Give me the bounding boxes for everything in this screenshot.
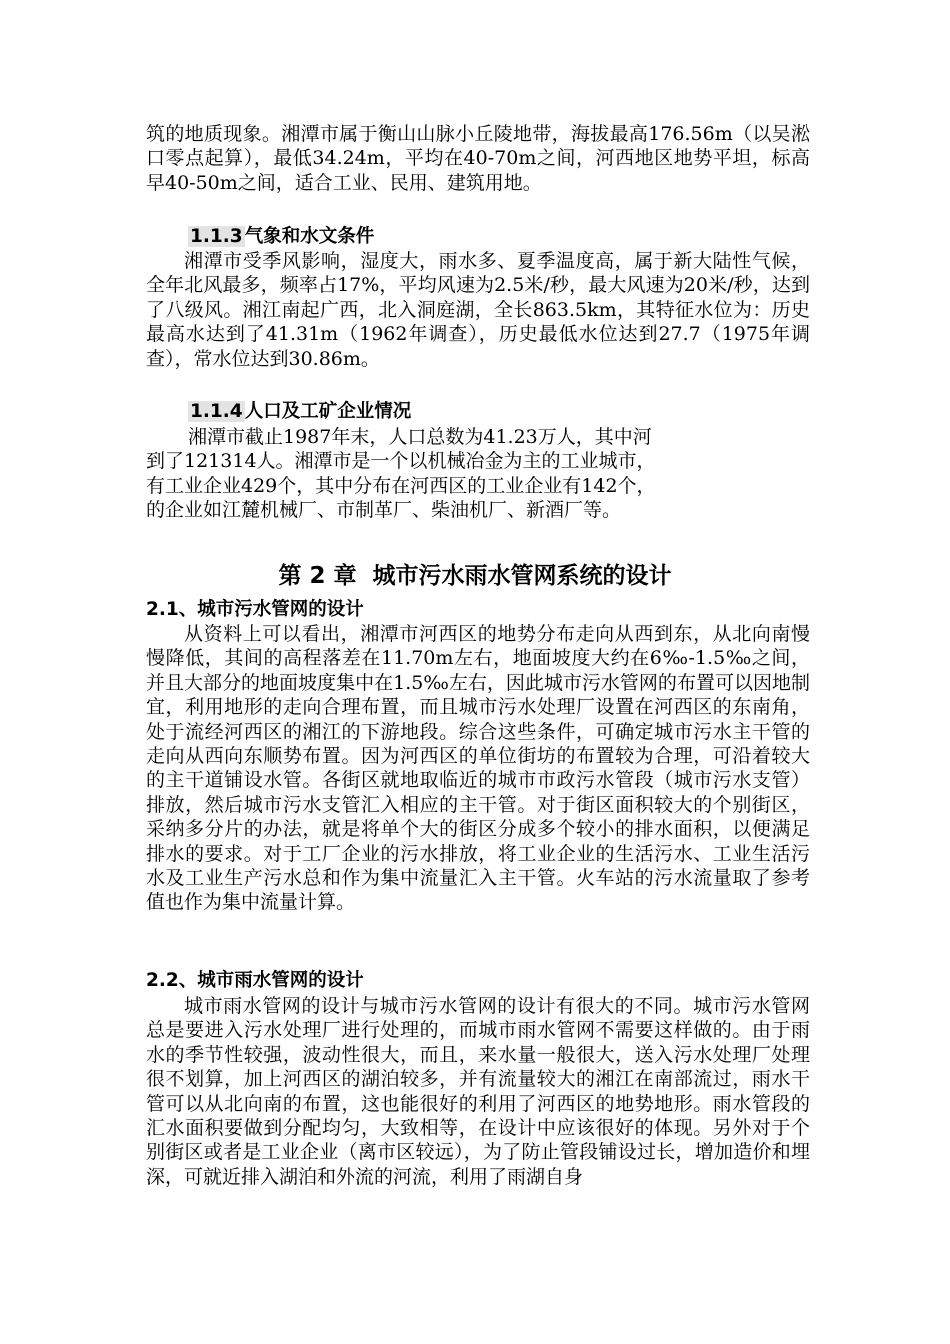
line-overlay [740,450,820,500]
section-1-1-4-heading [188,400,411,424]
section-1-1-4-line: 到了121314人。湘潭市是一个以机械冶金为主的工业城市， [146,450,656,473]
section-1-1-3-title: 气象和水文条件 [244,226,375,247]
section-1-1-4-paragraph [146,425,810,523]
chapter-name: 城市污水雨水管网系统的设计 [372,563,672,589]
section-1-1-3-number: 1.1.3 [190,226,243,247]
section-1-1-4-line: 湘潭市截止1987年末，人口总数为41.23万人，其中河 [188,426,652,448]
section-1-1-4-line: 的企业如江麓机械厂、市制革厂、柴油机厂、新酒厂等。 [146,499,622,522]
section-1-1-4-number: 1.1.4 [190,401,243,422]
chapter-title [0,561,950,591]
chapter-label: 第 2 章 [278,563,357,589]
section-1-1-3-heading [188,225,374,249]
section-2-1-paragraph: 从资料上可以看出，湘潭市河西区的地势分布走向从西到东，从北向南慢慢降低，其间的高程落差在11.70m左右，地面坡度大约在6‰-1.5‰之间，并且大部分的地面坡度集中在1.5‰左右，因此城市污水管网的布置可以因地制宜，利用地形的走向合理布置，而且城市污水处理厂设置在河西区的东南角，处于流经河西区的湘江的下游地段。综合这些条件，可确定城市污水主干管的走向从西向东顺势布置。因为河西区的单位街坊的布置较为合理，可沿着较大的主干道铺设水管。各街区就地取临近的城市市政污水管段（城市污水支管）排放，然后城市污水支管汇入相应的主干管。对于街区面积较大的个别街区，采纳多分片的办法，就是将单个大的街区分成多个较小的排水面积，以便满足排水的要求。对于工厂企业的污水排放，将工业企业的生活污水、工业生活污水及工业生产污水总和作为集中流量汇入主干管。火车站的污水流量取了参考值也作为集中流量计算。 [146,623,810,914]
section-1-1-4-line: 有工业企业429个，其中分布在河西区的工业企业有142个， [146,474,656,497]
section-2-1-heading: 2.1、城市污水管网的设计 [146,599,364,620]
section-2-2-heading: 2.2、城市雨水管网的设计 [146,970,364,991]
section-1-1-3-paragraph: 湘潭市受季风影响，湿度大，雨水多、夏季温度高，属于新大陆性气候，全年北风最多，频率占17%，平均风速为2.5米/秒，最大风速为20米/秒，达到了八级风。湘江南起广西，北入洞庭湖，全长863.5km，其特征水位为：历史最高水达到了41.31m（1962年调查），历史最低水位达到27.7（1975年调查），常水位达到30.86m。 [146,250,810,370]
section-1-1-4-title: 人口及工矿企业情况 [244,401,412,422]
intro-paragraph: 筑的地质现象。湘潭市属于衡山山脉小丘陵地带，海拔最高176.56m（以吴淞口零点起算），最低34.24m，平均在40-70m之间，河西地区地势平坦，标高早40-50m之间，适合工业、民用、建筑用地。 [146,123,810,194]
section-2-2-paragraph: 城市雨水管网的设计与城市污水管网的设计有很大的不同。城市污水管网总是要进入污水处理厂进行处理的，而城市雨水管网不需要这样做的。由于雨水的季节性较强，波动性很大，而且，来水量一般很大，送入污水处理厂处理很不划算，加上河西区的湖泊较多，并有流量较大的湘江在南部流过，雨水干管可以从北向南的布置，这也能很好的利用了河西区的地势地形。雨水管段的汇水面积要做到分配均匀，大致相等，在设计中应该很好的体现。另外对于个别街区或者是工业企业（离市区较远），为了防止管段铺设过长，增加造价和埋深，可就近排入湖泊和外流的河流，利用了雨湖自身 [146,995,810,1188]
